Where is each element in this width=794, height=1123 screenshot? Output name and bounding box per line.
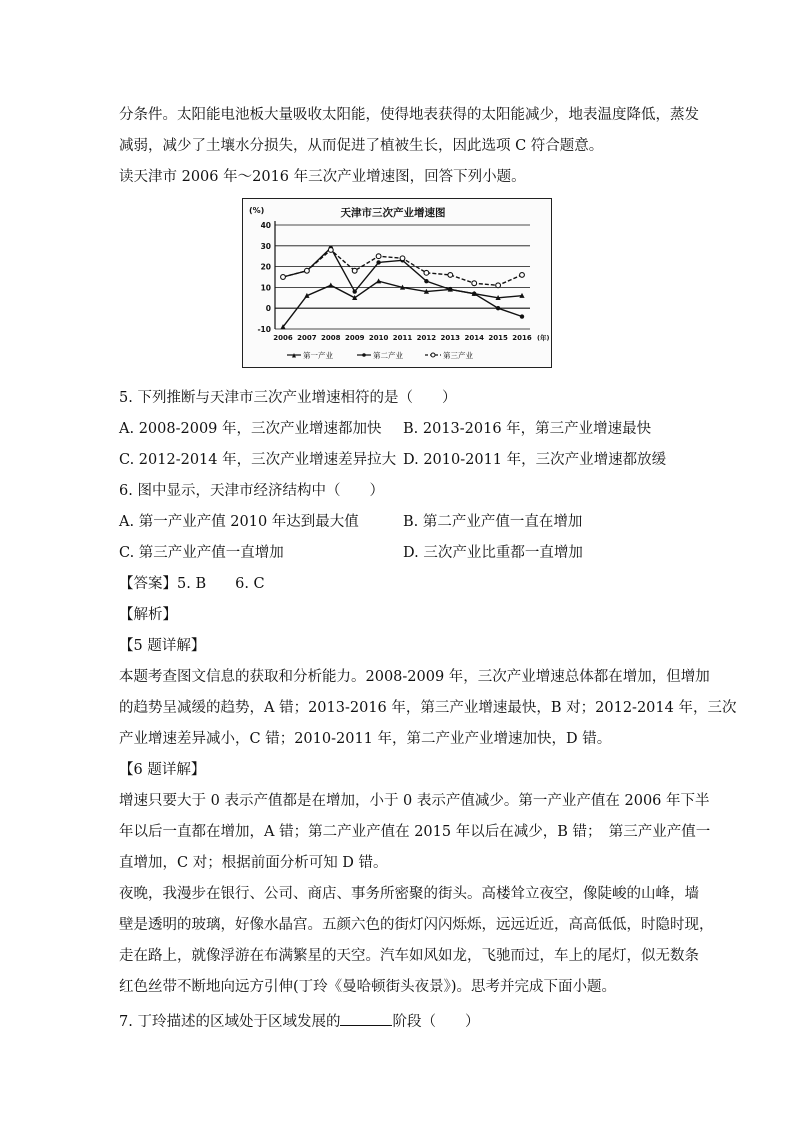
q6-option-c[interactable]: C. 第三产业产值一直增加 xyxy=(119,545,284,561)
chart-legend xyxy=(287,350,473,360)
q5-detail-line-1: 本题考查图文信息的获取和分析能力。2008-2009 年，三次产业增速总体都在增加，但增加 xyxy=(119,669,710,685)
y-tick-label: 0 xyxy=(265,304,271,314)
legend-secondary: 第二产业 xyxy=(373,351,403,360)
x-tick-label: 2007 xyxy=(297,334,317,342)
data-point xyxy=(328,283,333,288)
x-tick-label: 2008 xyxy=(321,334,341,342)
q6-detail-line-2: 年以后一直都在增加，A 错；第二产业产值在 2015 年以后在减少，B 错； 第三产业产值一 xyxy=(119,824,711,840)
data-point xyxy=(376,254,381,259)
data-point xyxy=(305,268,310,273)
data-point xyxy=(520,314,524,318)
answer-line: 【答案】5. B 6. C xyxy=(119,576,265,592)
x-tick-label: 2013 xyxy=(440,334,461,342)
q5-detail-line-3: 产业增速差异减小，C 错；2010-2011 年，第二产业产业增速加快，D 错。 xyxy=(119,731,612,747)
data-point xyxy=(496,306,500,310)
legend-primary: 第一产业 xyxy=(303,351,333,360)
intro-line-3: 读天津市 2006 年～2016 年三次产业增速图，回答下列小题。 xyxy=(119,169,526,185)
q5-stem: 5. 下列推断与天津市三次产业增速相符的是（ ） xyxy=(119,390,457,406)
x-tick-label: 2010 xyxy=(368,334,389,342)
passage-line-4: 红色丝带不断地向远方引伸(丁玲《曼哈顿街头夜景》)。思考并完成下面小题。 xyxy=(119,979,617,995)
data-point xyxy=(353,289,357,293)
q6-detail-line-1: 增速只要大于 0 表示产值都是在增加，小于 0 表示产值减少。第一产业产值在 2006 年下半 xyxy=(119,793,710,809)
y-tick-label: 40 xyxy=(260,221,271,230)
q6-detail-line-3: 直增加，C 对；根据前面分析可知 D 错。 xyxy=(119,855,388,871)
legend-tertiary: 第三产业 xyxy=(443,351,473,360)
q5-detail-line-2: 的趋势呈减缓的趋势，A 错；2013-2016 年，第三产业增速最快，B 对；2012-2014 年，三次 xyxy=(119,700,737,716)
y-axis-unit: (%) xyxy=(249,206,265,215)
y-tick-label: 20 xyxy=(260,262,271,272)
data-point xyxy=(424,279,428,283)
x-tick-label: 2016 xyxy=(512,334,532,342)
q6-option-d[interactable]: D. 三次产业比重都一直增加 xyxy=(403,545,583,561)
data-point xyxy=(400,256,405,261)
chart-svg xyxy=(243,199,551,367)
x-axis-unit: (年) xyxy=(537,334,550,342)
data-point xyxy=(376,278,381,283)
q5-option-b[interactable]: B. 2013-2016 年，第三产业增速最快 xyxy=(403,421,652,437)
q7-stem xyxy=(119,1010,479,1031)
y-tick-label: 10 xyxy=(260,283,271,293)
passage-line-1: 夜晚，我漫步在银行、公司、商店、事务所密聚的街头。高楼耸立夜空，像陡峻的山峰，墙 xyxy=(119,886,699,902)
q7-stem-before: 7. 丁玲描述的区域处于区域发展的 xyxy=(119,1014,341,1030)
q6-option-b[interactable]: B. 第二产业产值一直在增加 xyxy=(403,514,583,530)
data-point xyxy=(328,248,333,253)
q6-detail-heading: 【6 题详解】 xyxy=(119,762,206,778)
x-tick-label: 2014 xyxy=(464,334,484,342)
data-point xyxy=(281,275,286,280)
y-tick-label: 30 xyxy=(260,241,271,251)
data-point xyxy=(376,260,380,264)
x-tick-label: 2012 xyxy=(416,334,437,342)
data-point xyxy=(472,291,476,295)
data-point xyxy=(352,268,357,273)
q5-option-a[interactable]: A. 2008-2009 年，三次产业增速都加快 xyxy=(119,421,382,437)
data-point xyxy=(448,273,453,278)
passage-line-2: 壁是透明的玻璃，好像水晶宫。五颜六色的街灯闪闪烁烁，远远近近，高高低低，时隐时现， xyxy=(119,917,714,933)
q5-option-c[interactable]: C. 2012-2014 年，三次产业增速差异拉大 xyxy=(119,452,397,468)
y-tick-label: -10 xyxy=(257,325,271,334)
x-tick-label: 2011 xyxy=(392,334,413,342)
intro-line-2: 减弱，减少了土壤水分损失，从而促进了植被生长，因此选项 C 符合题意。 xyxy=(119,138,604,154)
q6-stem: 6. 图中显示，天津市经济结构中（ ） xyxy=(119,483,384,499)
data-point xyxy=(472,281,477,286)
passage-line-3: 走在路上，就像浮游在布满繁星的天空。汽车如风如龙，飞驰而过，车上的尾灯，似无数条 xyxy=(119,948,699,964)
q5-detail-heading: 【5 题详解】 xyxy=(119,638,206,654)
data-point xyxy=(448,287,452,291)
chart-title: 天津市三次产业增速图 xyxy=(340,207,446,219)
industry-growth-chart xyxy=(242,198,552,368)
q7-stem-after: 阶段（ ） xyxy=(392,1014,480,1030)
q6-option-a[interactable]: A. 第一产业产值 2010 年达到最大值 xyxy=(119,514,359,530)
q5-option-d[interactable]: D. 2010-2011 年，三次产业增速都放缓 xyxy=(403,452,667,468)
data-point xyxy=(496,283,501,288)
x-tick-label: 2006 xyxy=(273,334,293,342)
x-tick-label: 2009 xyxy=(344,334,365,342)
data-point xyxy=(424,270,429,275)
analysis-heading: 【解析】 xyxy=(119,607,177,623)
x-tick-label: 2015 xyxy=(488,334,508,342)
intro-line-1: 分条件。太阳能电池板大量吸收太阳能，使得地表获得的太阳能减少，地表温度降低，蒸发 xyxy=(119,107,699,123)
q7-answer-blank[interactable] xyxy=(340,1011,392,1026)
series-line-3 xyxy=(283,250,522,285)
data-point xyxy=(520,273,525,278)
